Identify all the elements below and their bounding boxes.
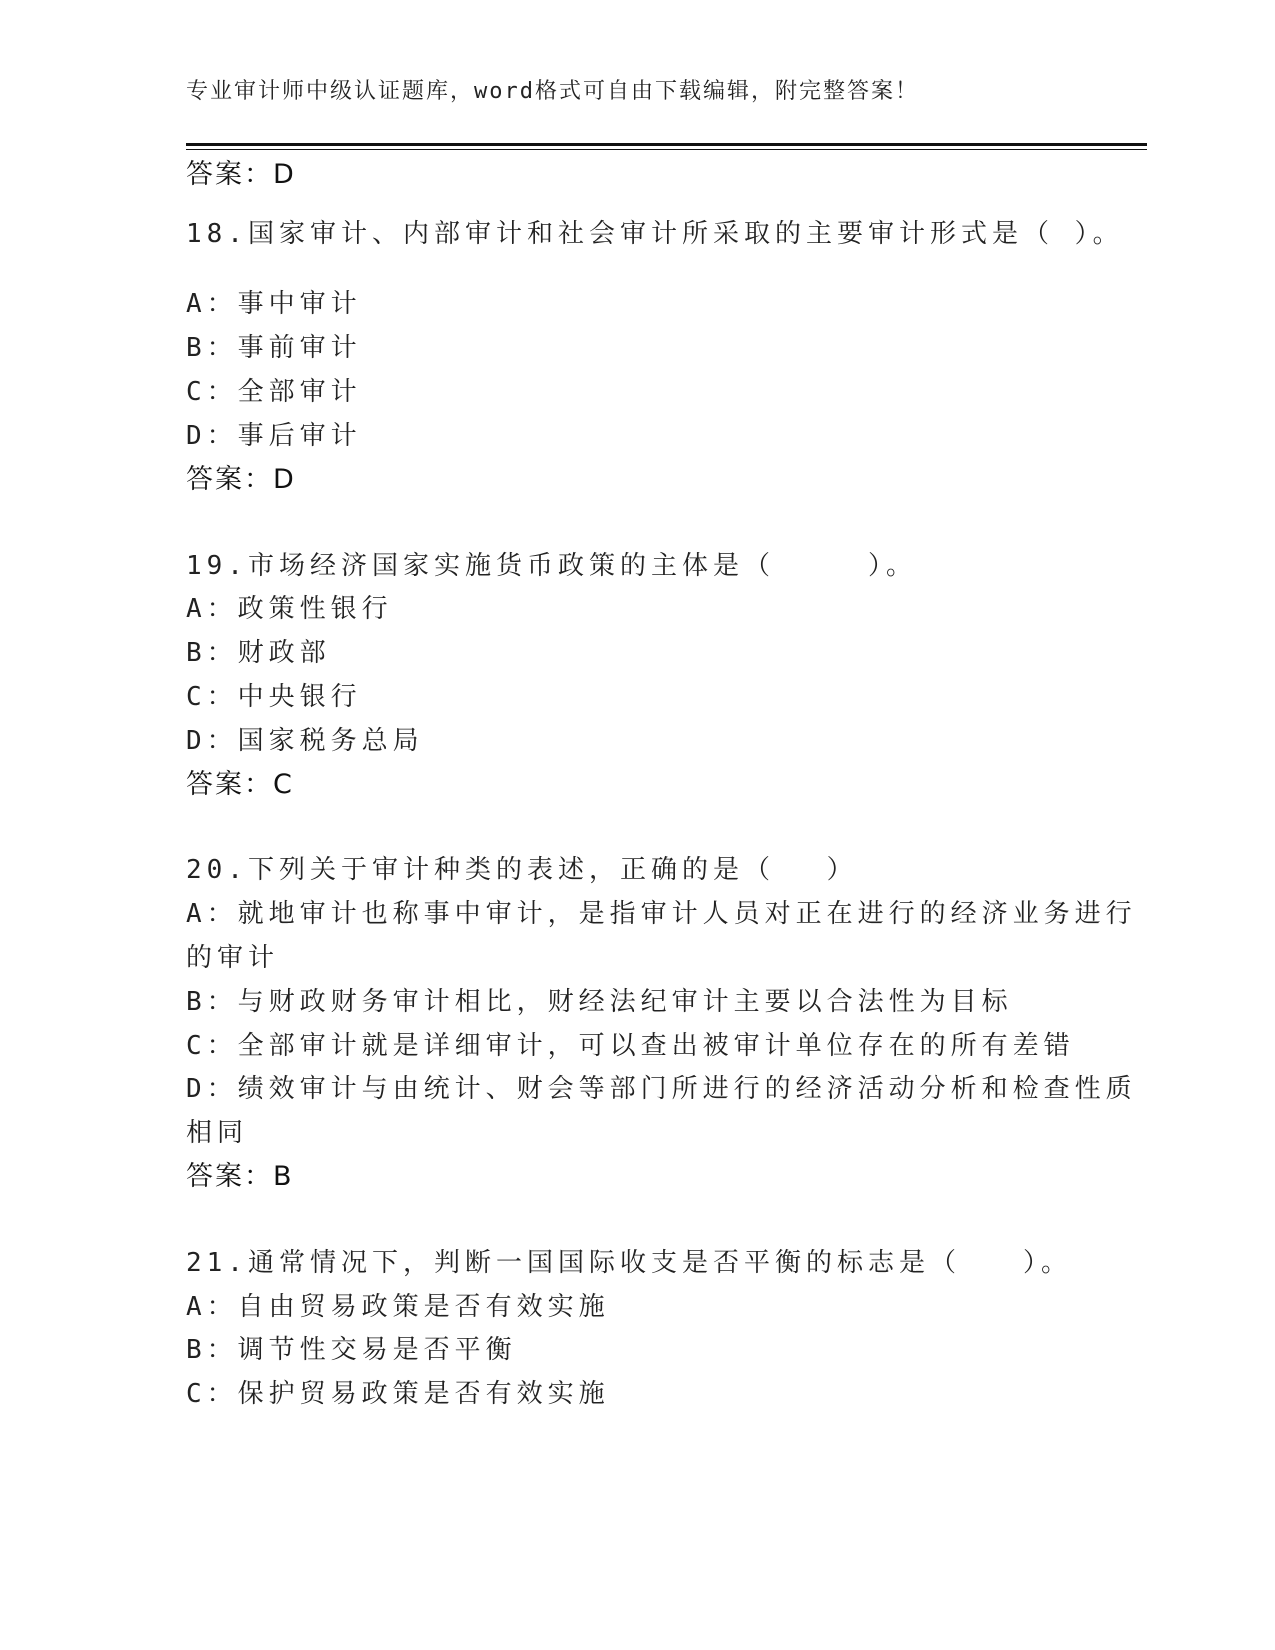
option-a-continued: 的审计: [186, 943, 280, 973]
option-c: C：全部审计: [186, 377, 362, 407]
header-text: 专业审计师中级认证题库，word格式可自由下载编辑，附完整答案！: [186, 79, 919, 104]
option-b: B：财政部: [186, 638, 331, 668]
option-b: B：调节性交易是否平衡: [186, 1335, 517, 1365]
question-stem: 21.通常情况下，判断一国国际收支是否平衡的标志是（ ）。: [186, 1248, 1072, 1278]
question-stem: 19.市场经济国家实施货币政策的主体是（ ）。: [186, 551, 917, 581]
option-c: C：全部审计就是详细审计，可以查出被审计单位存在的所有差错: [186, 1031, 1075, 1061]
option-d: D：事后审计: [186, 421, 362, 451]
answer: 答案：D: [186, 464, 296, 495]
option-a: A：政策性银行: [186, 594, 393, 624]
header-rule-thick: [186, 143, 1147, 146]
option-a: A：事中审计: [186, 289, 362, 319]
option-a: A：就地审计也称事中审计，是指审计人员对正在进行的经济业务进行: [186, 899, 1137, 929]
option-a: A：自由贸易政策是否有效实施: [186, 1292, 610, 1322]
header-rule-thin: [186, 149, 1147, 150]
question-stem: 20.下列关于审计种类的表述，正确的是（ ）: [186, 855, 858, 885]
option-c: C：保护贸易政策是否有效实施: [186, 1379, 610, 1409]
option-d-continued: 相同: [186, 1118, 249, 1148]
answer: 答案：B: [186, 1161, 294, 1192]
answer-17: 答案：D: [186, 159, 296, 190]
question-stem: 18.国家审计、内部审计和社会审计所采取的主要审计形式是（ ）。: [186, 219, 1124, 249]
answer: 答案：C: [186, 769, 294, 800]
option-c: C：中央银行: [186, 682, 362, 712]
option-b: B：事前审计: [186, 333, 362, 363]
option-d: D：国家税务总局: [186, 726, 424, 756]
option-b: B：与财政财务审计相比，财经法纪审计主要以合法性为目标: [186, 987, 1013, 1017]
option-d: D：绩效审计与由统计、财会等部门所进行的经济活动分析和检查性质: [186, 1074, 1137, 1104]
